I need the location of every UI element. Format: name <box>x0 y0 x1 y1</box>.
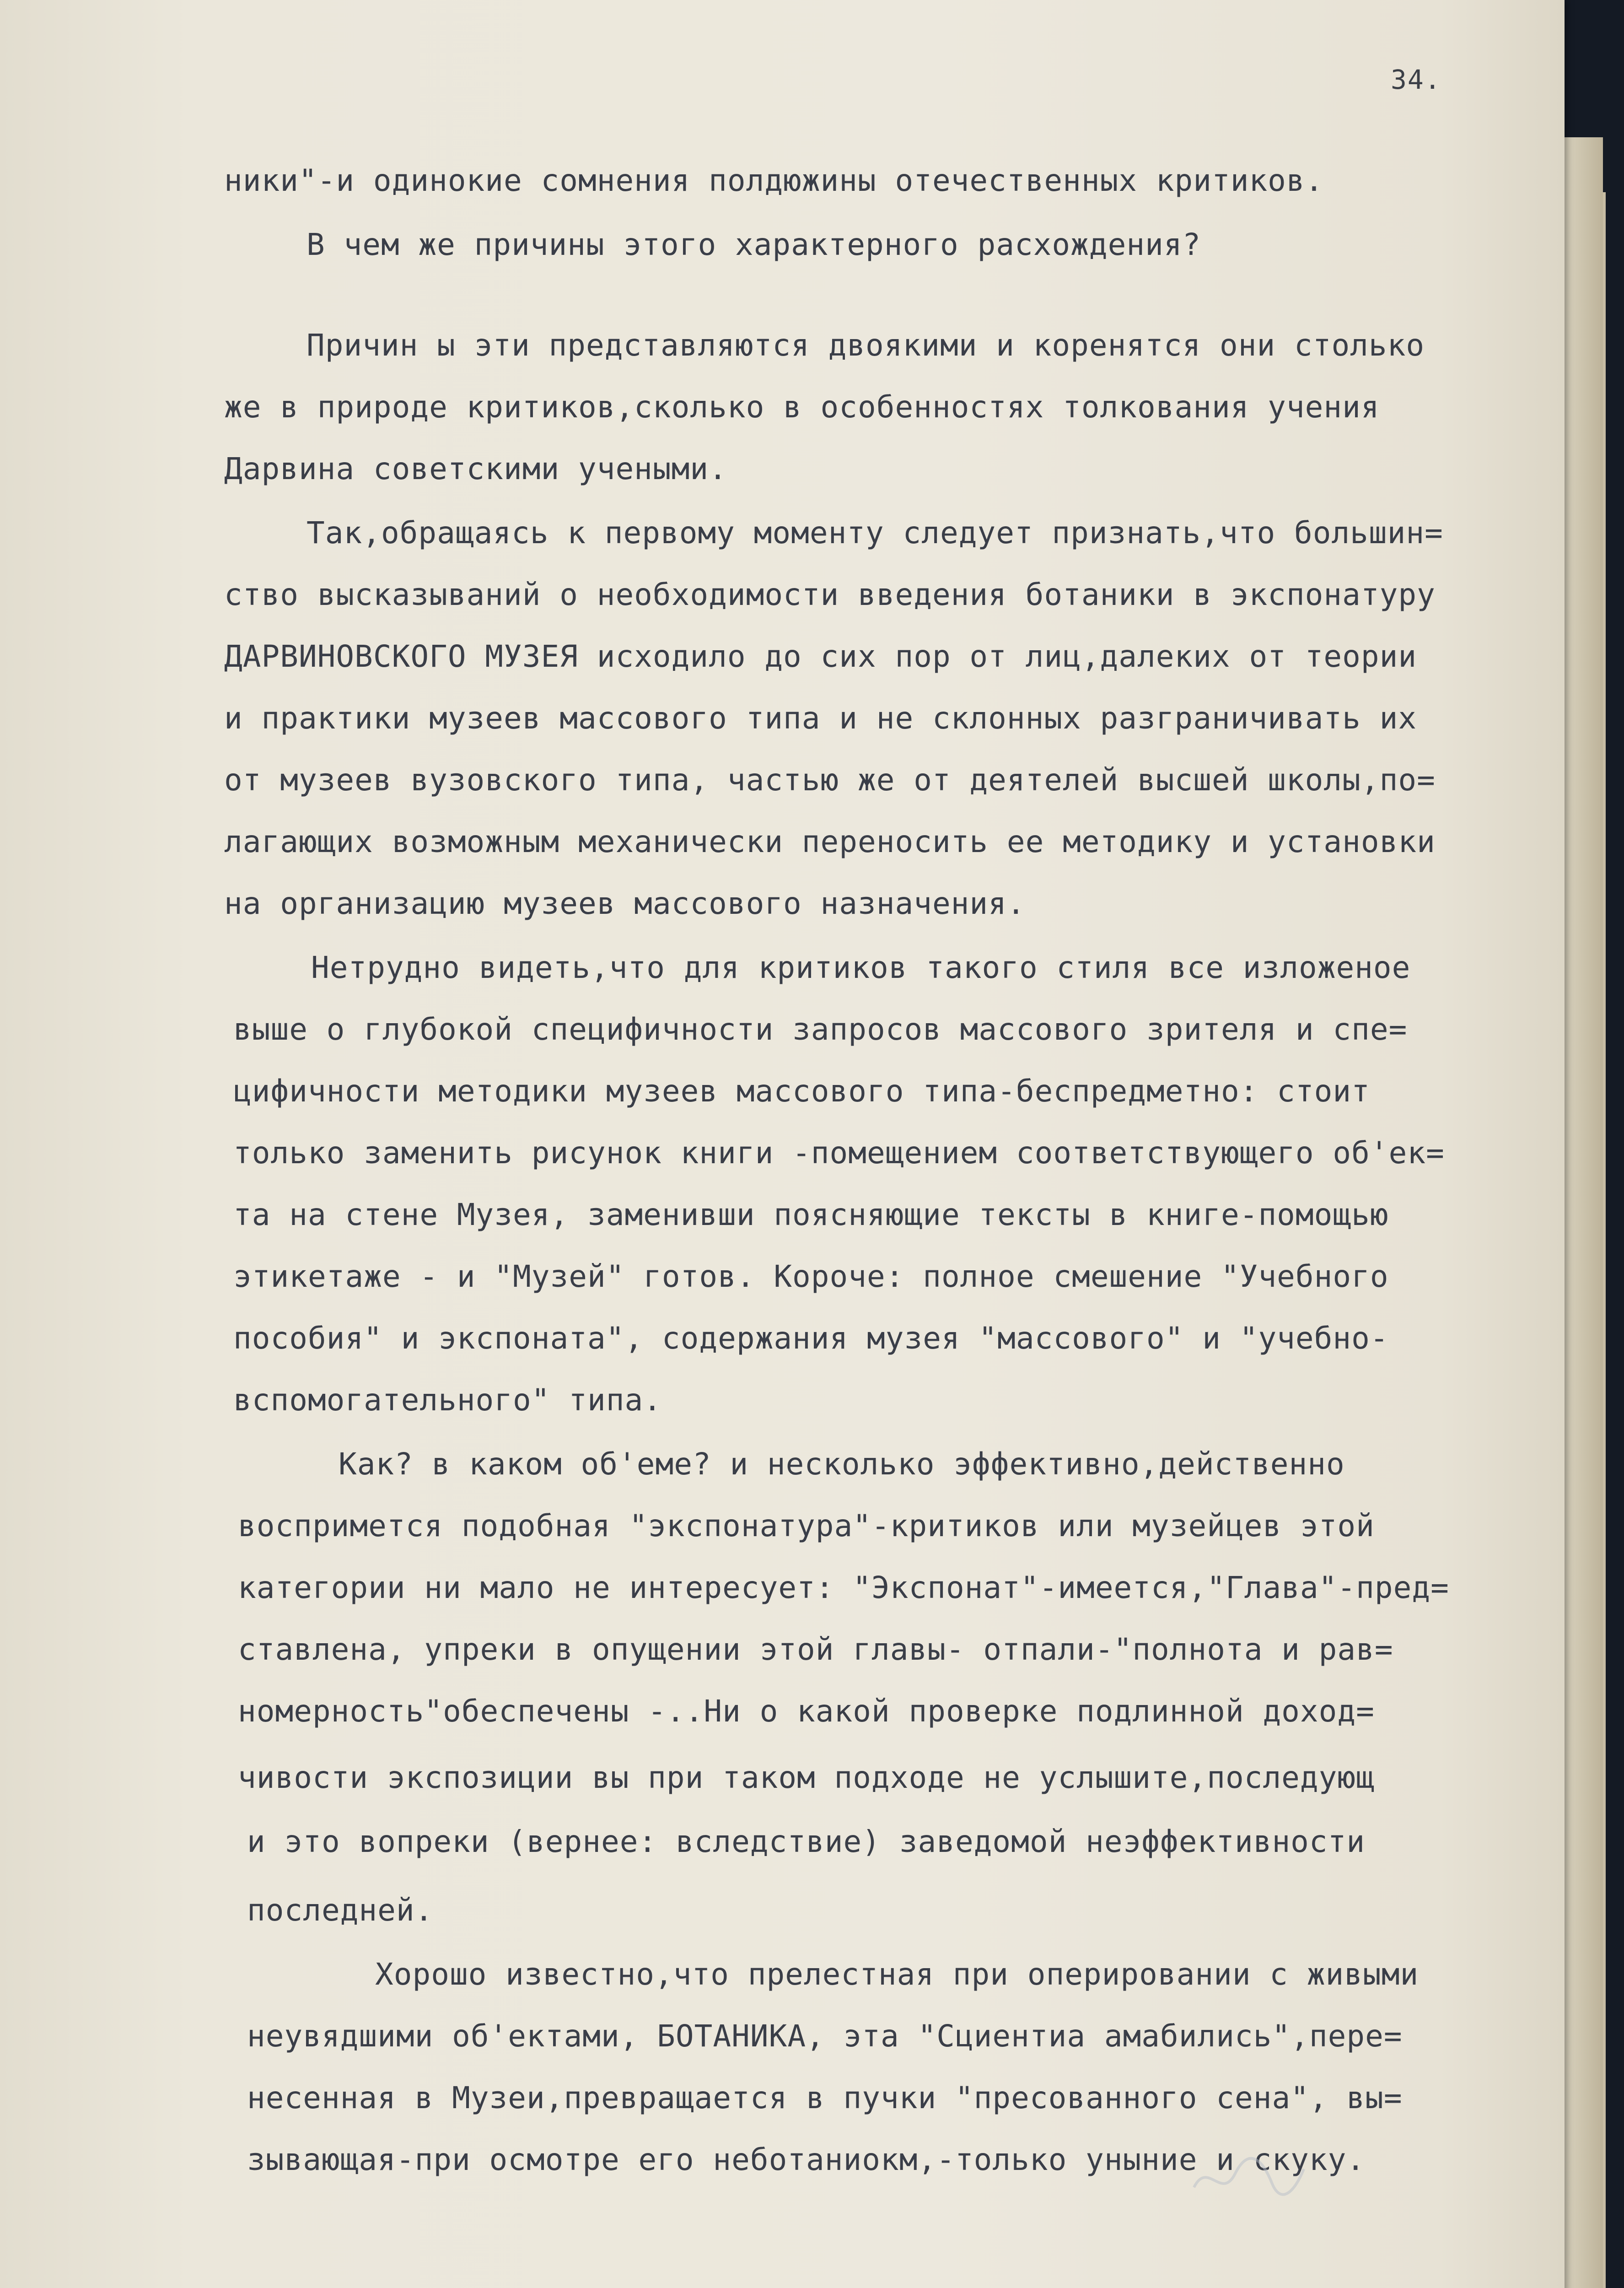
text-line: лагающих возможным механически переносить ее методику и установки <box>224 824 1436 859</box>
text-line: ники"-и одинокие сомнения полдюжины отечественных критиков. <box>224 163 1324 198</box>
text-line: Нетрудно видеть,что для критиков такого стиля все изложеное <box>311 950 1411 985</box>
text-line: Хорошо известно,что прелестная при оперировании с живыми <box>375 1957 1419 1992</box>
text-line: Как? в каком об'еме? и несколько эффективно,действенно <box>339 1446 1345 1482</box>
text-line: категории ни мало не интересует: "Экспонат"-имеется,"Глава"-пред= <box>238 1570 1449 1605</box>
text-line: цифичности методики музеев массового типа-беспредметно: стоит <box>233 1074 1370 1109</box>
text-line: же в природе критиков,сколько в особенностях толкования учения <box>224 389 1380 425</box>
text-line: этикетаже - и "Музей" готов. Короче: полное смешение "Учебного <box>233 1259 1389 1294</box>
text-line: выше о глубокой специфичности запросов массового зрителя и спе= <box>233 1012 1408 1047</box>
text-line: несенная в Музеи,превращается в пучки "пресованного сена", вы= <box>247 2080 1403 2115</box>
text-line: пособия" и экспоната", содержания музея "массового" и "учебно- <box>233 1321 1389 1356</box>
text-line: зывающая-при осмотре его неботаниокм,-только уныние и скуку. <box>247 2142 1366 2177</box>
text-line: Так,обращаясь к первому моменту следует признать,что большин= <box>307 515 1443 550</box>
text-line: последней. <box>247 1893 434 1928</box>
text-line: та на стене Музея, заменивши поясняющие тексты в книге-помощью <box>233 1197 1389 1232</box>
faint-signature-mark <box>1189 2151 1308 2206</box>
text-line: чивости экспозиции вы при таком подходе не услышите,последующ <box>238 1760 1375 1795</box>
text-line: Дарвина советскими учеными. <box>224 451 727 486</box>
text-line: ство высказываний о необходимости введения ботаники в экспонатуру <box>224 577 1436 612</box>
text-line: и это вопреки (вернее: вследствие) заведомой неэффективности <box>247 1824 1366 1859</box>
page-number: 34. <box>1391 64 1441 95</box>
text-line: В чем же причины этого характерного расхождения? <box>307 227 1201 262</box>
text-line: вспомогательного" типа. <box>233 1382 662 1418</box>
text-line: только заменить рисунок книги -помещением соответствующего об'ек= <box>233 1135 1445 1171</box>
text-line: Причин ы эти представляются двоякими и коренятся они столько <box>307 328 1425 363</box>
text-line: ДАРВИНОВСКОГО МУЗЕЯ исходило до сих пор от лиц,далеких от теории <box>224 639 1417 674</box>
text-line: от музеев вузовского типа, частью же от деятелей высшей школы,по= <box>224 762 1436 798</box>
text-line: неувядшими об'ектами, БОТАНИКА, эта "Сциентиа амабились",пере= <box>247 2018 1403 2054</box>
text-line: воспримется подобная "экспонатура"-критиков или музейцев этой <box>238 1508 1375 1543</box>
text-line: ставлена, упреки в опущении этой главы- отпали-"полнота и рав= <box>238 1632 1393 1667</box>
text-line: номерность"обеспечены -..Ни о какой проверке подлинной доход= <box>238 1694 1375 1729</box>
text-line: и практики музеев массового типа и не склонных разграничивать их <box>224 701 1417 736</box>
text-line: на организацию музеев массового назначения. <box>224 886 1026 921</box>
